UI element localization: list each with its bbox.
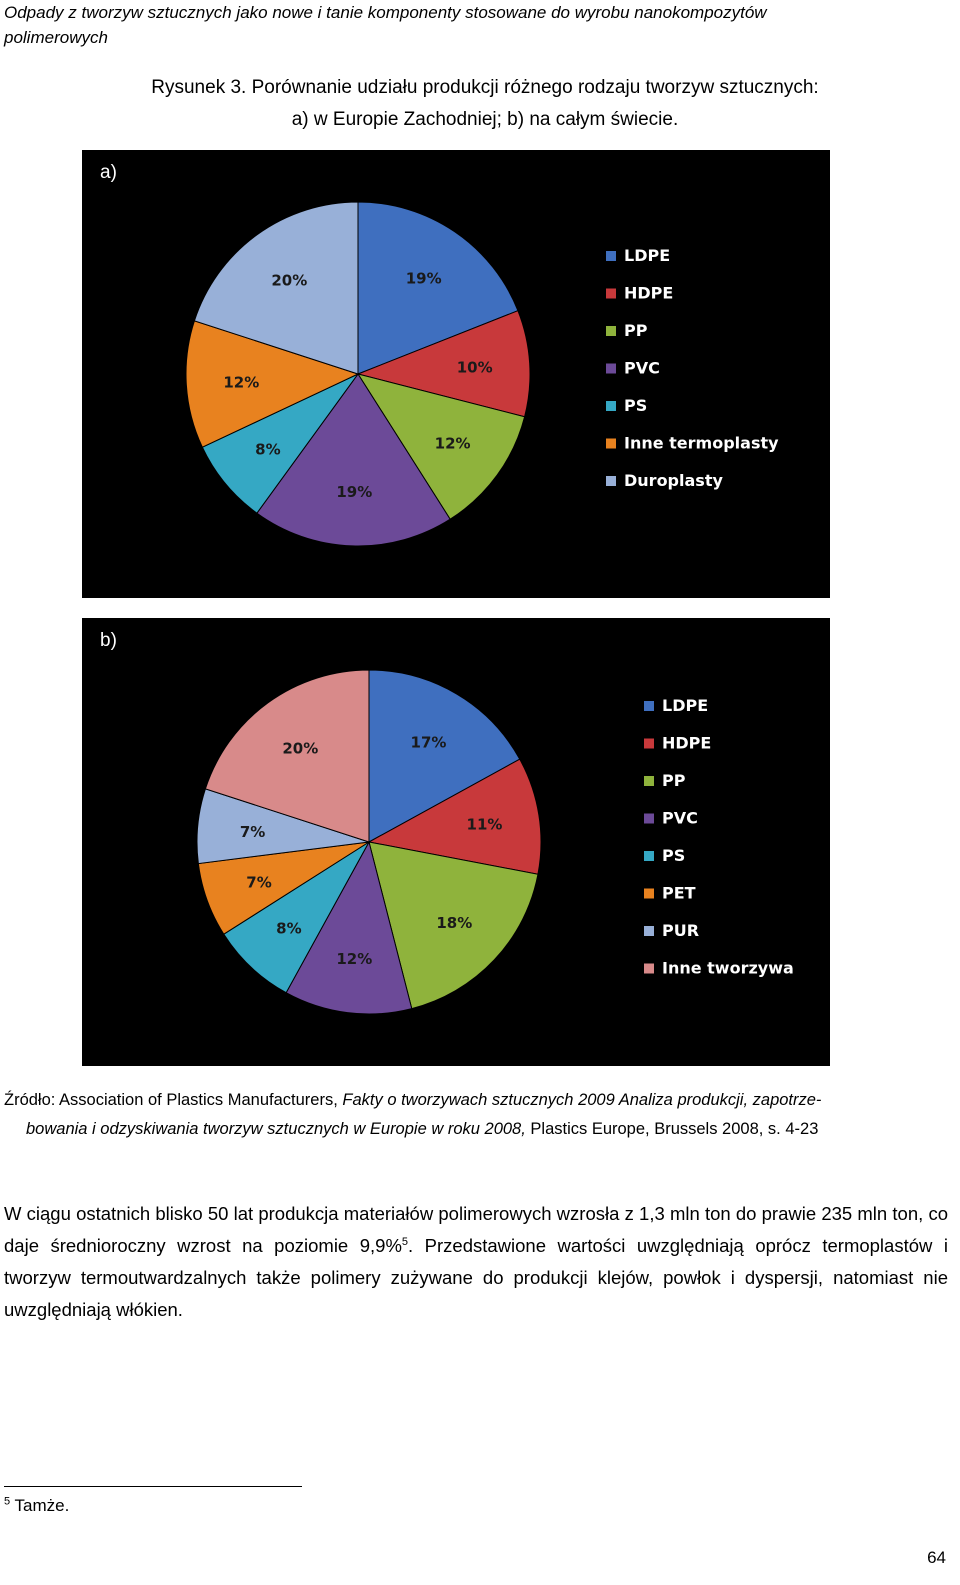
body-text-part1: W ciągu ostatnich blisko 50 lat produkcja materiałów polimerowych wzrosła z 1,3 mln ton do prawie 235 mln ton, co daje średnioroczny wzrost na poziomie 9,9% [4,1203,948,1256]
body-paragraph [4,1198,948,1326]
data-label-b-3: 12% [336,950,373,968]
source-title-part1: Fakty o tworzywach sztucznych 2009 Analiza produkcji, zapotrze- [342,1091,822,1109]
figure-caption [0,72,960,136]
data-label-b-0: 17% [410,733,447,752]
running-title-line1: Odpady z tworzyw sztucznych jako nowe i tanie komponenty stosowane do wyrobu nanokompozytów [4,3,767,22]
footnote-divider [4,1486,302,1487]
legend-swatch-a-6 [606,476,616,486]
legend-swatch-a-4 [606,401,616,411]
data-label-a-5: 12% [223,373,260,392]
data-label-b-6: 7% [239,823,266,841]
legend-swatch-a-2 [606,326,616,336]
page-number: 64 [927,1548,946,1567]
legend-label-b-5: PET [662,883,696,903]
source-suffix: Plastics Europe, Brussels 2008, s. 4-23 [525,1120,819,1138]
pie-chart-panel-a [82,150,830,598]
legend-swatch-a-0 [606,251,616,261]
data-label-b-1: 11% [466,815,503,834]
legend-swatch-b-0 [644,701,654,711]
legend-label-a-0: LDPE [624,246,671,265]
data-label-b-4: 8% [276,919,302,938]
panel-label-a: a) [100,162,117,183]
source-prefix: Źródło: Association of Plastics Manufacturers, [4,1091,343,1109]
legend-swatch-b-1 [644,739,654,749]
legend-swatch-b-7 [644,964,654,974]
legend-label-b-1: HDPE [662,733,712,753]
legend-label-a-1: HDPE [624,283,674,303]
source-title-part2: bowania i odzyskiwania tworzyw sztucznych w Europie w roku 2008, [26,1120,526,1138]
legend-label-b-7: Inne tworzywa [662,958,794,978]
legend-label-b-6: PUR [662,921,700,940]
legend-swatch-a-3 [606,364,616,374]
legend-swatch-b-4 [644,851,654,861]
legend-label-b-2: PP [662,771,686,790]
running-header [4,0,904,50]
data-label-a-0: 19% [405,269,442,288]
data-label-a-2: 12% [434,434,471,453]
caption-line1: Rysunek 3. Porównanie udziału produkcji różnego rodzaju tworzyw sztucznych: [151,77,819,98]
pie-chart-b [82,618,830,1066]
data-label-b-5: 7% [246,873,272,892]
legend-label-a-4: PS [624,396,648,415]
legend-swatch-b-5 [644,889,654,899]
caption-line2: a) w Europie Zachodniej; b) na całym świecie. [291,109,679,130]
legend-label-b-0: LDPE [662,696,709,715]
pie-chart-a [82,150,830,598]
data-label-a-6: 20% [271,271,308,290]
legend-label-a-2: PP [624,321,648,340]
data-label-a-4: 8% [255,440,281,459]
legend-swatch-b-3 [644,814,654,824]
footnote-number: 5 [4,1495,11,1508]
panel-label-b: b) [100,630,117,651]
legend-label-b-3: PVC [662,808,698,828]
pie-chart-panel-b [82,618,830,1066]
data-label-a-1: 10% [456,358,493,377]
legend-label-a-3: PVC [624,358,660,378]
legend-label-a-6: Duroplasty [624,471,723,490]
data-label-b-7: 20% [282,739,319,758]
legend-swatch-b-6 [644,926,654,936]
running-title-line2: polimerowych [4,28,108,47]
legend-label-a-5: Inne termoplasty [624,433,779,453]
data-label-a-3: 19% [336,482,373,501]
legend-swatch-a-1 [606,289,616,299]
body-text-part2: . Przedstawione wartości uwzględniają oprócz termoplastów i tworzyw termoutwardzalnych także polimery zużywane do produkcji klejów, powłok i dyspersji, natomiast nie uwzględniają włókien. [4,1235,948,1320]
legend-swatch-a-5 [606,439,616,449]
footnote [4,1496,69,1516]
figure-source [4,1086,948,1144]
legend-label-b-4: PS [662,846,686,865]
data-label-b-2: 18% [436,914,473,933]
footnote-reference[interactable]: 5 [401,1235,409,1248]
legend-swatch-b-2 [644,776,654,786]
footnote-text: Tamże. [10,1496,70,1515]
